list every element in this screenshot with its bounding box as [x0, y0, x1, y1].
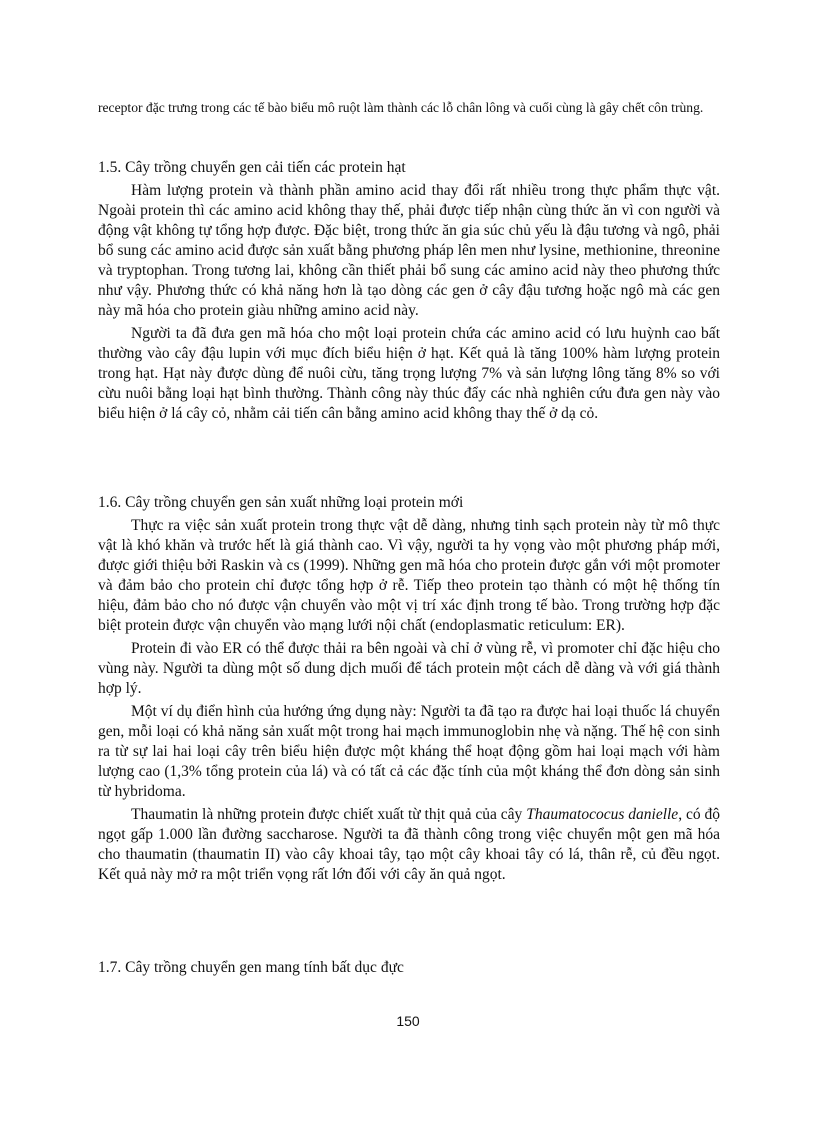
section-heading-1-6: 1.6. Cây trồng chuyển gen sản xuất những loại protein mới [98, 494, 464, 511]
section-body-1-6 [98, 516, 720, 888]
section-body-1-5 [98, 181, 720, 427]
intro-paragraph: receptor đặc trưng trong các tế bào biểu mô ruột làm thành các lỗ chân lông và cuối cùng là gây chết côn trùng. [98, 100, 704, 115]
paragraph: Hàm lượng protein và thành phần amino acid thay đổi rất nhiều trong thực phẩm thực vật. Ngoài protein thì các amino acid không thay thế, phải được tiếp nhận cùng thức ăn vì con người và động vật không tự tổng hợp được. Đặc biệt, trong thức ăn gia súc chủ yếu là đậu tương và ngô, phải bổ sung các amino acid được sản xuất bằng phương pháp lên men như lysine, methionine, threonine và tryptophan. Trong tương lai, không cần thiết phải bổ sung các amino acid này theo phương thức như vậy. Phương thức có khả năng hơn là tạo dòng các gen ở cây đậu tương hoặc ngô mà các gen này mã hóa cho protein giàu những amino acid này. [98, 182, 720, 319]
species-name: Thaumatococus danielle [526, 806, 679, 823]
page-number: 150 [396, 1013, 420, 1029]
paragraph: Người ta đã đưa gen mã hóa cho một loại protein chứa các amino acid có lưu huỳnh cao bất thường vào cây đậu lupin với mục đích biểu hiện ở hạt. Kết quả là tăng 100% hàm lượng protein trong hạt. Hạt này được dùng để nuôi cừu, tăng trọng lượng 7% và sản lượng lông tăng 8% so với cừu nuôi bằng loại hạt bình thường. Thành công này thúc đẩy các nhà nghiên cứu đưa gen này vào biểu hiện ở lá cây cỏ, nhằm cải tiến cân bằng amino acid không thay thế ở dạ cỏ. [98, 325, 720, 422]
paragraph-text: Thaumatin là những protein được chiết xuất từ thịt quả của cây [131, 806, 527, 823]
section-heading-1-7: 1.7. Cây trồng chuyển gen mang tính bất dục đực [98, 959, 404, 976]
section-heading-1-5: 1.5. Cây trồng chuyển gen cải tiến các protein hạt [98, 159, 406, 176]
paragraph-text: , có độ ngọt gấp 1.000 lần đường saccharose. Người ta đã thành công trong việc chuyển một gen mã hóa cho thaumatin (thaumatin II) vào cây khoai tây, tạo một cây khoai tây có lá, thân rễ, củ đều ngọt. Kết quả này mở ra một triển vọng rất lớn đối với cây ăn quả ngọt. [98, 806, 720, 883]
paragraph: Một ví dụ điển hình của hướng ứng dụng này: Người ta đã tạo ra được hai loại thuốc lá chuyển gen, mỗi loại có khả năng sản xuất một trong hai mạch immunoglobin nhẹ và nặng. Thế hệ con sinh ra từ sự lai hai loại cây trên biểu hiện được một kháng thể hoạt động gồm hai loại mạch với hàm lượng cao (1,3% tổng protein của lá) và có tất cả các đặc tính của một kháng thể đơn dòng sản sinh từ hybridoma. [98, 703, 720, 800]
paragraph: Protein đi vào ER có thể được thải ra bên ngoài và chỉ ở vùng rễ, vì promoter chỉ đặc hiệu cho vùng này. Người ta dùng một số dung dịch muối để tách protein một cách dễ dàng và với giá thành hợp lý. [98, 640, 720, 697]
paragraph: Thực ra việc sản xuất protein trong thực vật dễ dàng, nhưng tinh sạch protein này từ mô thực vật là khó khăn và trước hết là giá thành cao. Vì vậy, người ta hy vọng vào một phương pháp mới, được giới thiệu bởi Raskin và cs (1999). Những gen mã hóa cho protein được gắn với một promoter và đảm bảo cho protein chỉ được tổng hợp ở rễ. Tiếp theo protein tạo thành có một hệ thống tín hiệu, đảm bảo cho nó được vận chuyển vào một vị trí xác định trong tế bào. Trong trường hợp đặc biệt protein được vận chuyển vào mạng lưới nội chất (endoplasmatic reticulum: ER). [98, 517, 720, 634]
paragraph-thaumatin [98, 805, 720, 885]
